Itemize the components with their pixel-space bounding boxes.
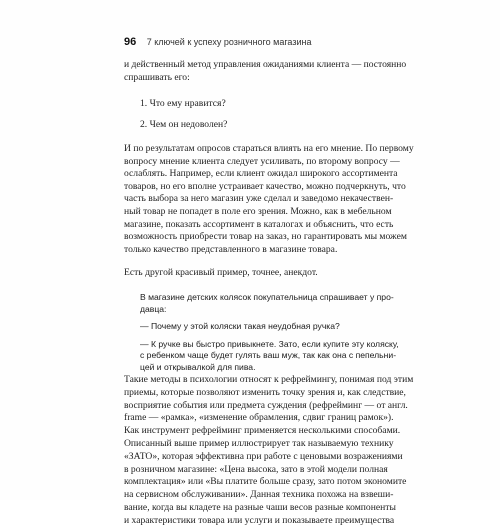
list-item: 2. Чем он недоволен? [140, 119, 228, 130]
text-line: и характеристики товара или услуги и показываете преимущества [124, 514, 395, 526]
text-line: Такие методы в психологии относят к рефреймингу, понимая под этим [124, 374, 414, 385]
text-line: комплектация» или «Вы платите больше сразу, зато потом экономите [124, 476, 407, 488]
text-line: frame — «рамка», «изменение обрамления, сдвиг границ рамок»). [124, 412, 394, 424]
text-line: с ребенком чаще будет гулять ваш муж, так как она с пепельни- [140, 350, 397, 361]
body-paragraph [124, 143, 414, 256]
text-line: вопросу мнение клиента следует усиливать, по второму вопросу — [124, 155, 400, 167]
text-line: и действенный метод управления ожиданиями клиента — постоянно [124, 59, 407, 70]
text-line: ослаблять. Например, если клиент ожидал широкого ассортимента [124, 168, 398, 180]
text-line: цей и открывалкой для пива. [140, 361, 256, 372]
anecdote-paragraph [140, 321, 372, 333]
text-line: товаров, но его вполне устраивает качество, можно подчеркнуть, что [124, 180, 406, 192]
text-line: И по результатам опросов стараться влиять на его мнение. По первому [124, 143, 414, 154]
reframing-paragraph [124, 374, 414, 528]
list-item: 1. Что ему нравится? [140, 98, 226, 109]
text-line: спрашивать его: [124, 71, 190, 83]
anecdote-paragraph [140, 338, 399, 374]
text-line: Описанный выше пример иллюстрирует так называемую технику [124, 437, 394, 449]
page-number: 96 [124, 36, 137, 48]
text-line: в розничном магазине: «Цена высока, зато в этой модели полная [124, 463, 388, 475]
anecdote-intro: Есть другой красивый пример, точнее, анекдот. [124, 267, 318, 278]
anecdote-block [140, 292, 399, 380]
text-line: «ЗАТО», которая эффективна при работе с ценовыми возражениями [124, 450, 403, 462]
text-line: вание, когда вы кладете на разные чаши весов разные компоненты [124, 501, 396, 513]
text-line: только качество представленного в магазине товара. [124, 243, 338, 255]
text-line: ный товар не попадет в поле его зрения. Можно, как в мебельном [124, 205, 392, 217]
text-line: часть выбора за него магазин уже сделал и заведомо некачествен- [124, 193, 394, 205]
text-line: давца: [140, 303, 167, 314]
text-line: Как инструмент рефрейминг применяется несколькими способами. [124, 425, 401, 437]
text-line: В магазине детских колясок покупательница спрашивает у про- [140, 292, 394, 302]
page-header [124, 36, 311, 48]
text-line: возможность приобрести товар на заказ, но гарантировать мы можем [124, 231, 407, 243]
text-line: — Почему у этой коляски такая неудобная ручка? [140, 321, 340, 332]
text-line: на сервисном обслуживании». Данная техника похожа на взвеши- [124, 489, 394, 501]
text-line: магазине, показать ассортимент в каталогах и объяснить, что есть [124, 218, 394, 230]
text-line: восприятие события или предмета суждения (рефрейминг — от англ. [124, 399, 408, 411]
intro-paragraph [124, 59, 407, 84]
running-title: 7 ключей к успеху розничного магазина [146, 37, 312, 47]
text-line: — К ручке вы быстро привыкнете. Зато, если купите эту коляску, [140, 338, 399, 349]
anecdote-paragraph [140, 292, 394, 315]
text-line: приемы, которые позволяют изменить точку зрения и, как следствие, [124, 386, 406, 398]
